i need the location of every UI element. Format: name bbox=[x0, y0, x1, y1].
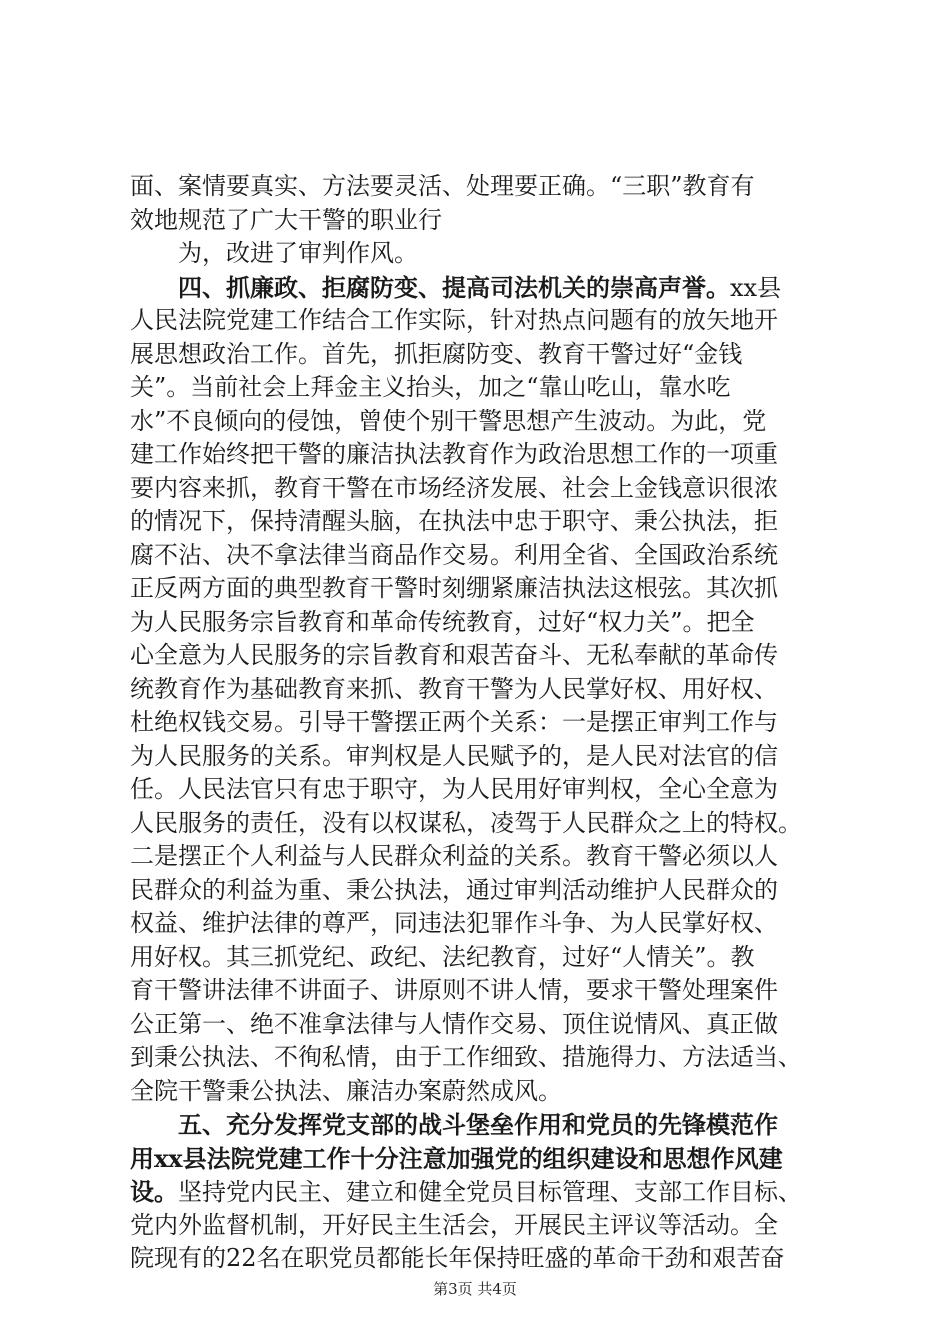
section-heading: 用xx县法院党建工作十分注意加强党的组织建设和思想作风建 bbox=[130, 1143, 783, 1173]
text-line: 院现有的22名在职党员都能长年保持旺盛的革命干劲和艰苦奋 bbox=[130, 1244, 785, 1272]
text-line: 水”不良倾向的侵蚀，曾使个别干警思想产生波动。为此，党 bbox=[130, 406, 767, 435]
section-heading: 四、抓廉政、拒腐防变、提高司法机关的崇高声誉。 bbox=[178, 272, 730, 302]
text-line: 民群众的利益为重、秉公执法，通过审判活动维护人民群众的 bbox=[130, 875, 778, 904]
text-line: 为人民服务的关系。审判权是人民赋予的，是人民对法官的信 bbox=[130, 741, 778, 770]
text-line: 建工作始终把干警的廉洁执法教育作为政治思想工作的一项重 bbox=[130, 440, 778, 468]
text-line: 设。坚持党内民主、建立和健全党员目标管理、支部工作目标、 bbox=[130, 1177, 802, 1206]
text-line: 到秉公执法、不徇私情，由于工作细致、措施得力、方法适当、 bbox=[130, 1043, 802, 1071]
text-line: 面、案情要真实、方法要灵活、处理要正确。“三职”教育有 bbox=[130, 172, 755, 200]
text-line: 统教育作为基础教育来抓、教育干警为人民掌好权、用好权、 bbox=[130, 674, 778, 703]
text-line: 权益、维护法律的尊严，同违法犯罪作斗争、为人民掌好权、 bbox=[130, 909, 778, 937]
text-line: 效地规范了广大干警的职业行 bbox=[130, 205, 442, 234]
text-line: 的情况下，保持清醒头脑，在执法中忠于职守、秉公执法，拒 bbox=[130, 507, 778, 535]
text-line: 人民服务的责任，没有以权谋私，凌驾于人民群众之上的特权。 bbox=[130, 808, 802, 837]
text-line: 二是摆正个人利益与人民群众利益的关系。教育干警必须以人 bbox=[130, 842, 778, 870]
page-number-footer: 第3页 共4页 bbox=[433, 1280, 517, 1298]
text-line: 公正第一、绝不准拿法律与人情作交易、顶住说情风、真正做 bbox=[130, 1009, 778, 1038]
text-line: 心全意为人民服务的宗旨教育和艰苦奋斗、无私奉献的革命传 bbox=[130, 641, 778, 669]
text-line: 全院干警秉公执法、廉洁办案蔚然成风。 bbox=[130, 1076, 562, 1105]
section-heading: 五、充分发挥党支部的战斗堡垒作用和党员的先锋模范作 bbox=[178, 1110, 778, 1139]
text-line: 腐不沾、决不拿法律当商品作交易。利用全省、全国政治系统 bbox=[130, 540, 778, 569]
text-line: 为，改进了审判作风。 bbox=[178, 239, 418, 267]
text-line: 正反两方面的典型教育干警时刻绷紧廉洁执法这根弦。其次抓 bbox=[130, 574, 778, 602]
text-line: 展思想政治工作。首先，抓拒腐防变、教育干警过好“金钱 bbox=[130, 339, 743, 368]
text-line: 党内外监督机制，开好民主生活会，开展民主评议等活动。全 bbox=[130, 1210, 778, 1239]
text-line: 育干警讲法律不讲面子、讲原则不讲人情，要求干警处理案件 bbox=[130, 976, 778, 1004]
text-line: 为人民服务宗旨教育和革命传统教育，过好“权力关”。把全 bbox=[130, 607, 755, 636]
text-line: 用好权。其三抓党纪、政纪、法纪教育，过好“人情关”。教 bbox=[130, 942, 755, 971]
text-line: 人民法院党建工作结合工作实际，针对热点问题有的放矢地开 bbox=[130, 306, 778, 334]
section-heading-line: 四、抓廉政、拒腐防变、提高司法机关的崇高声誉。xx县 bbox=[178, 272, 782, 302]
section-heading: 设。 bbox=[130, 1177, 178, 1206]
text-line: 杜绝权钱交易。引导干警摆正两个关系：一是摆正审判工作与 bbox=[130, 708, 778, 736]
text-line: 任。人民法官只有忠于职守，为人民用好审判权，全心全意为 bbox=[130, 775, 778, 803]
body-text bbox=[130, 170, 830, 1276]
text-line: 关”。当前社会上拜金主义抬头，加之“靠山吃山，靠水吃 bbox=[130, 373, 731, 401]
text-line: 要内容来抓，教育干警在市场经济发展、社会上金钱意识很浓 bbox=[130, 473, 778, 502]
